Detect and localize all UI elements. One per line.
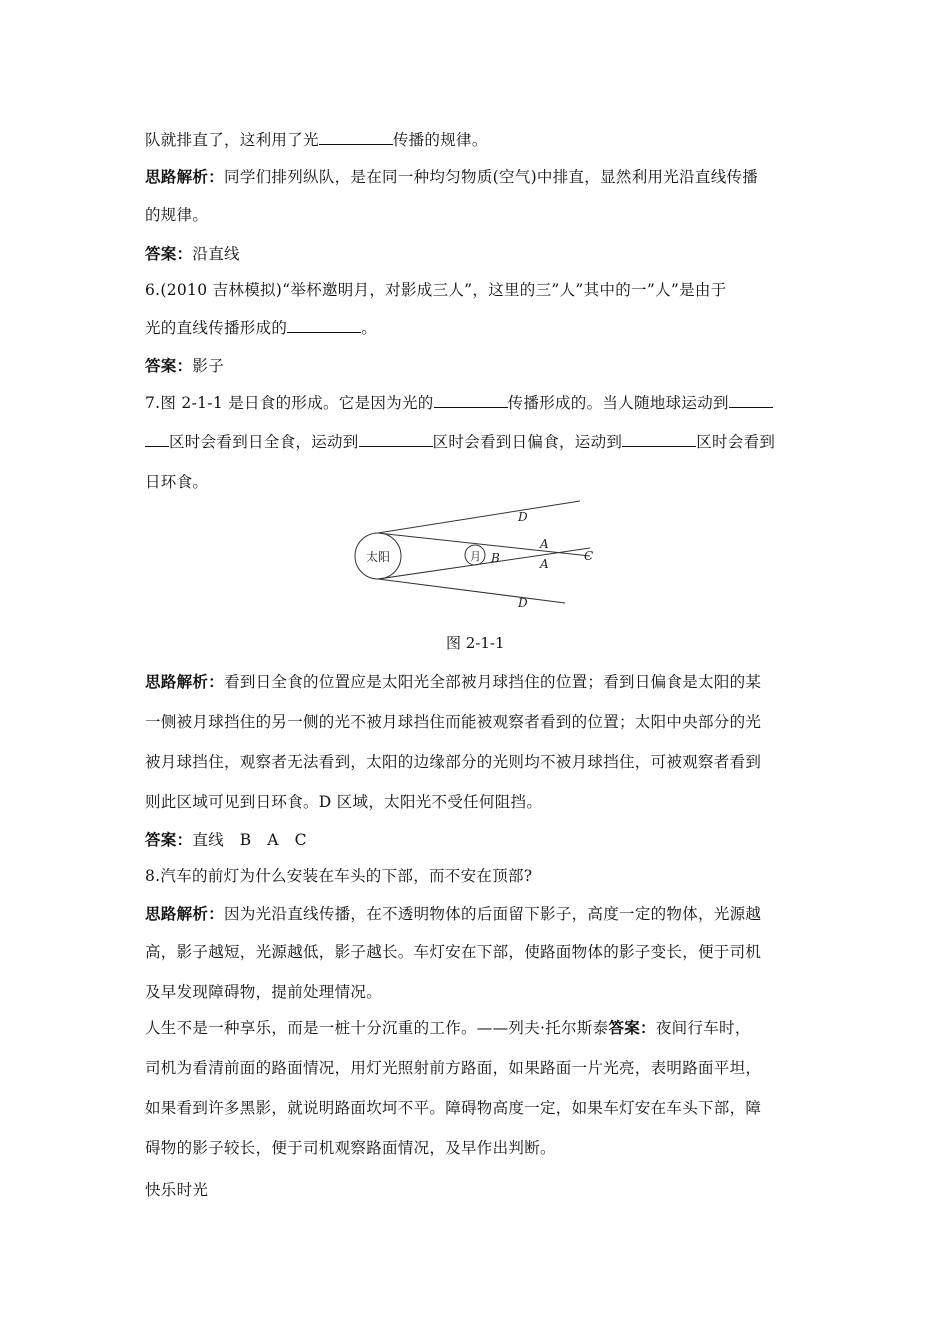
text: 8.汽车的前灯为什么安装在车头的下部，而不安在顶部? [145, 867, 533, 885]
text: 队就排直了，这利用了光 [145, 131, 319, 149]
fill-blank [319, 130, 393, 145]
text: 高，影子越短，光源越低，影子越长。车灯安在下部，使路面物体的影子变长，便于司机 [145, 943, 762, 961]
label-a-bottom: A [540, 557, 549, 571]
text: 区时会看到 [696, 433, 776, 451]
text: 看到日全食的位置应是太阳光全部被月球挡住的位置；看到日偏食是太阳的某 [224, 673, 762, 691]
text: 及早发现障碍物，提前处理情况。 [145, 983, 383, 1001]
text: 区时会看到日偏食，运动到 [432, 433, 623, 451]
explanation-7-line2 [145, 710, 761, 732]
p2-line [145, 165, 758, 187]
label-b: B [491, 551, 500, 565]
text: 如果看到许多黑影，就说明路面坎坷不平。障碍物高度一定，如果车灯安在车头下部，障 [145, 1099, 762, 1117]
answer-8-line3 [145, 1096, 761, 1118]
text: 影子 [192, 357, 225, 375]
text: 因为光沿直线传播，在不透明物体的后面留下影子，高度一定的物体，光源越 [224, 905, 762, 923]
label-answer: 答案： [145, 357, 193, 375]
text: 的规律。 [145, 206, 209, 224]
text: 光的直线传播形成的 [145, 319, 288, 337]
label-analysis: 思路解析： [145, 673, 225, 691]
text: 传播的规律。 [392, 131, 488, 149]
explanation-8-line1 [145, 902, 761, 924]
answer-8-line4 [145, 1136, 556, 1158]
explanation-7-line3 [145, 750, 761, 772]
explanation-8-line3 [145, 980, 382, 1002]
text: 沿直线 [192, 245, 240, 263]
explanation-7-line1 [145, 670, 761, 692]
quote-text: 人生不是一种享乐，而是一桩十分沉重的工作。——列夫·托尔斯泰 [145, 1019, 609, 1037]
footer-text [145, 1178, 208, 1200]
question-6-line1 [145, 278, 727, 300]
label-d-top: D [518, 510, 528, 524]
p3-line [145, 203, 208, 225]
label-analysis: 思路解析： [145, 168, 225, 186]
fill-blank [729, 393, 773, 408]
fill-blank [287, 318, 361, 333]
text: 日环食。 [145, 473, 209, 491]
text: 传播形成的。当人随地球运动到 [507, 394, 729, 412]
moon-label: 月 [470, 550, 481, 563]
answer-5 [145, 242, 240, 264]
question-8 [145, 864, 532, 886]
answer-6 [145, 354, 224, 376]
question-6-line2 [145, 316, 377, 338]
ray-line [378, 579, 565, 603]
solar-eclipse-diagram [350, 500, 600, 620]
text: 7.图 2-1-1 是日食的形成。它是因为光的 [145, 394, 434, 412]
question-7-line2 [145, 430, 775, 452]
question-7-line3 [145, 470, 208, 492]
label-a-top: A [540, 537, 549, 551]
text: 。 [361, 319, 378, 337]
fill-blank [434, 393, 508, 408]
text: 6.(2010 吉林模拟)“举杯邀明月，对影成三人”，这里的三”人”其中的一”人”是由于 [145, 281, 727, 299]
fill-blank [145, 432, 169, 447]
text: 一侧被月球挡住的另一侧的光不被月球挡住而能被观察者看到的位置；太阳中央部分的光 [145, 713, 762, 731]
text: 夜间行车时， [655, 1019, 751, 1037]
answer-7 [145, 828, 307, 850]
sun-label: 太阳 [366, 550, 391, 564]
figure-caption: 图 2-1-1 [446, 634, 505, 652]
label-answer: 答案： [608, 1019, 656, 1037]
label-d-bottom: D [518, 596, 528, 610]
label-analysis: 思路解析： [145, 905, 225, 923]
explanation-8-line2 [145, 940, 761, 962]
label-answer: 答案： [145, 245, 193, 263]
text: 同学们排列纵队，是在同一种均匀物质(空气)中排直，显然利用光沿直线传播 [224, 168, 759, 186]
text: 则此区域可见到日环食。D 区域，太阳光不受任何阻挡。 [145, 793, 543, 811]
explanation-7-line4 [145, 790, 542, 812]
label-c: C [584, 549, 594, 563]
label-answer: 答案： [145, 831, 193, 849]
fill-blank [622, 432, 696, 447]
text: 快乐时光 [145, 1181, 209, 1199]
text: 直线 B A C [192, 831, 307, 849]
answer-8-line2 [145, 1056, 761, 1078]
p1-line [145, 128, 488, 150]
fill-blank [359, 432, 433, 447]
answer-8-line1 [145, 1016, 751, 1038]
text: 司机为看清前面的路面情况，用灯光照射前方路面，如果路面一片光亮，表明路面平坦， [145, 1059, 762, 1077]
ray-line [378, 501, 580, 533]
text: 碍物的影子较长，便于司机观察路面情况，及早作出判断。 [145, 1139, 556, 1157]
text: 区时会看到日全食，运动到 [169, 433, 359, 451]
text: 被月球挡住，观察者无法看到，太阳的边缘部分的光则均不被月球挡住，可被观察者看到 [145, 753, 762, 771]
question-7-line1 [145, 391, 773, 413]
